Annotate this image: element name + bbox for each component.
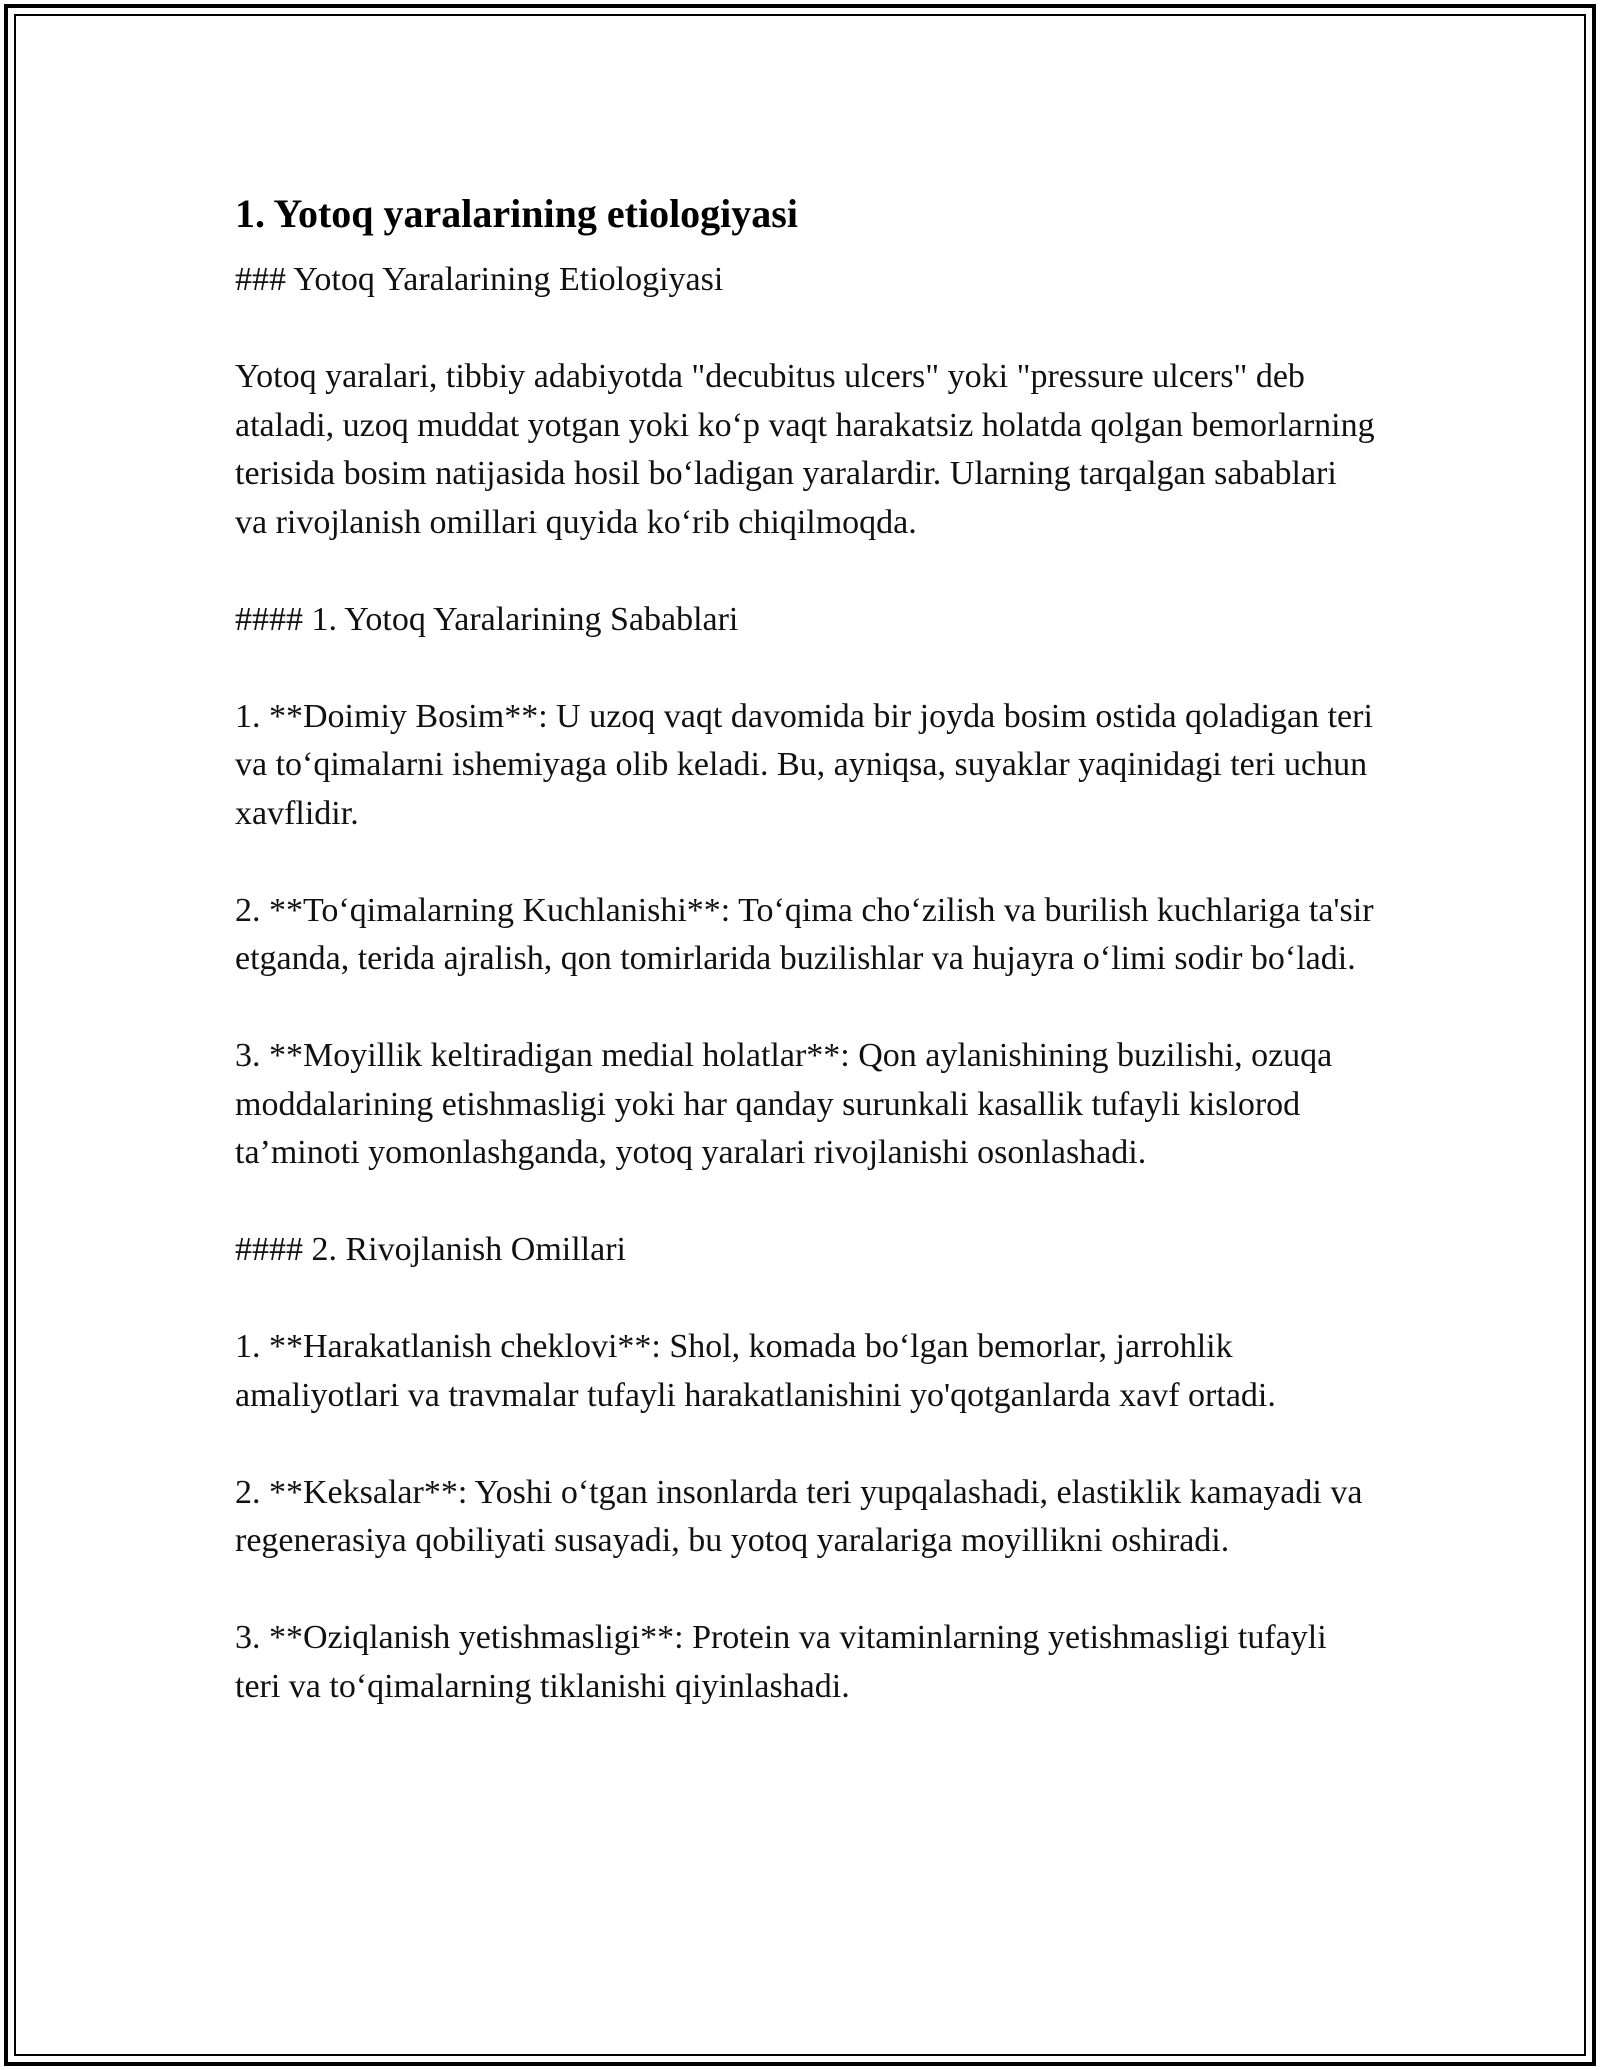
document-title: 1. Yotoq yaralarining etiologiyasi [235,191,798,236]
subsection-heading-factors: #### 2. Rivojlanish Omillari [235,1231,626,1268]
factor-item-3: 3. **Oziqlanish yetishmasligi**: Protein va vitaminlarning yetishmasligi tufayli teri va to‘qimalarning tiklanishi qiyinlashadi. [235,1619,1327,1705]
subsection-heading-causes: #### 1. Yotoq Yaralarining Sabablari [235,600,739,638]
factor-item-2: 2. **Keksalar**: Yoshi o‘tgan insonlarda teri yupqalashadi, elastiklik kamayadi va regenerasiya qobiliyati susayadi, bu yotoq yaralariga moyillikni oshiradi. [235,1473,1363,1559]
section-heading: ### Yotoq Yaralarining Etiologiyasi [235,261,724,298]
factor-item-1: 1. **Harakatlanish cheklovi**: Shol, komada bo‘lgan bemorlar, jarrohlik amaliyotlari va travmalar tufayli harakatlanishini yo'qotganlarda xavf ortadi. [235,1328,1276,1414]
cause-item-3: 3. **Moyillik keltiradigan medial holatlar**: Qon aylanishining buzilishi, ozuqa moddalarining etishmasligi yoki har qanday surunkali kasallik tufayli kislorod ta’minoti yomonlashganda, yotoq yaralari rivojlanishi osonlashadi. [235,1037,1333,1171]
cause-item-1: 1. **Doimiy Bosim**: U uzoq vaqt davomida bir joyda bosim ostida qoladigan teri va to‘qimalarni ishemiyaga olib keladi. Bu, ayniqsa, suyaklar yaqinidagi teri uchun xavflidir. [235,697,1373,832]
document-body [235,184,1375,1760]
cause-item-2: 2. **To‘qimalarning Kuchlanishi**: To‘qima cho‘zilish va burilish kuchlariga ta'sir etganda, terida ajralish, qon tomirlarida buzilishlar va hujayra o‘limi sodir bo‘ladi. [235,891,1374,977]
intro-paragraph: Yotoq yaralari, tibbiy adabiyotda "decubitus ulcers" yoki "pressure ulcers" deb ataladi, uzoq muddat yotgan yoki ko‘p vaqt harakatsiz holatda qolgan bemorlarning terisida bosim natijasida hosil bo‘ladigan yaralardir. Ularning tarqalgan sabablari va rivojlanish omillari quyida ko‘rib chiqilmoqda. [235,358,1375,541]
